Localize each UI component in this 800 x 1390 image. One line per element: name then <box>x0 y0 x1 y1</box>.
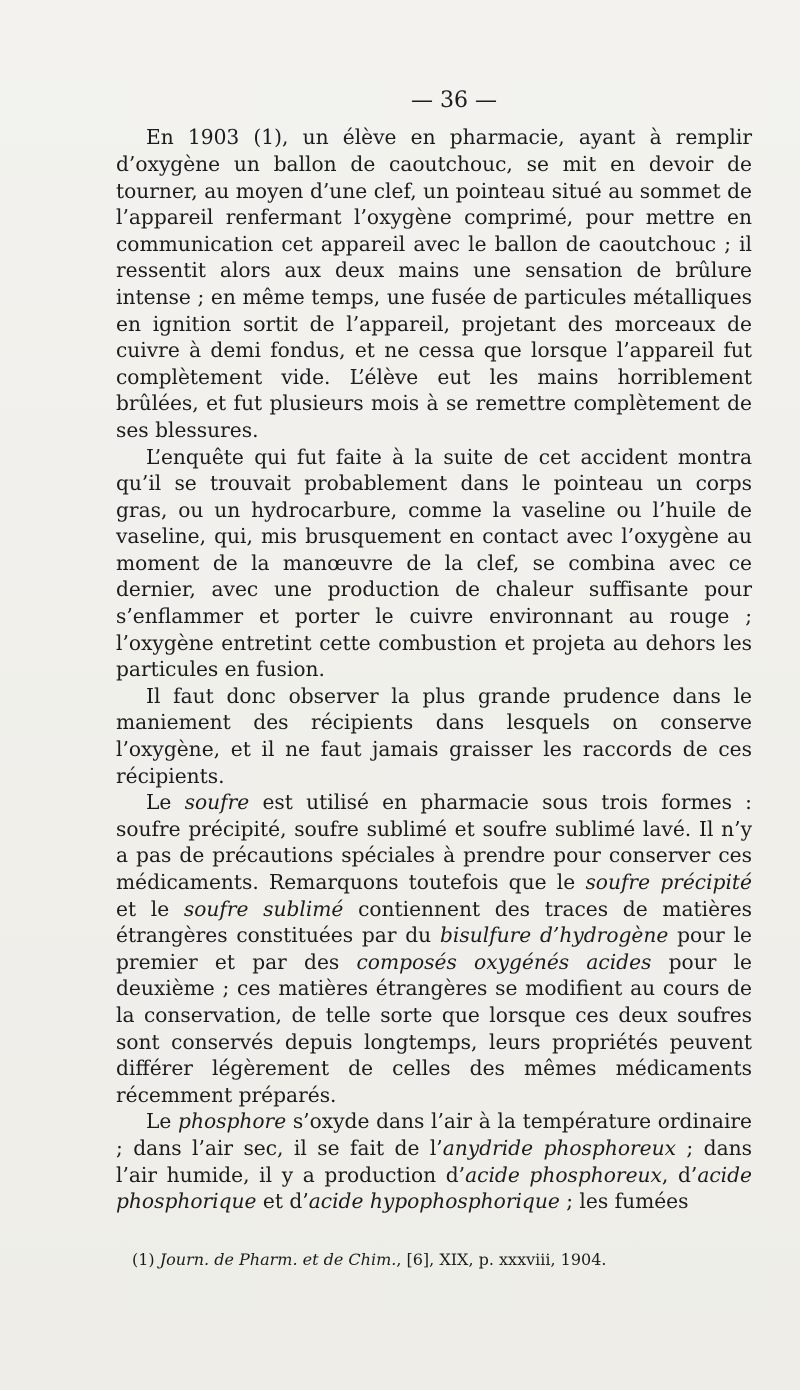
italic-term: bisulfure d’hydrogène <box>439 923 669 948</box>
text-run: L’enquête qui fut faite à la suite de cet accident montra qu’il se trouvait probablement dans le pointeau un corps gras, ou un hydrocarbure, comme la vaseline ou l’huile de vaseline, qui, mis brusquement en contact avec l’oxygène au moment de la manœuvre de la clef, se combina avec ce dernier, avec une production de chaleur suffisante pour s’enflammer et porter le cuivre environnant au rouge ; l’oxygène entretint cette combustion et projeta au dehors les particules en fusion. <box>116 444 752 682</box>
paragraph-phosphore <box>116 1108 752 1214</box>
footnote <box>116 1249 752 1271</box>
italic-term: soufre sublimé <box>183 896 344 921</box>
paragraph-oxygen-accident <box>116 124 752 443</box>
text-run: pour le deuxième ; ces matières étrangères se modifient au cours de la conservation, de telle sorte que lorsque ces deux soufres sont conservés depuis longtemps, leurs propriétés peuvent différer légèrement de celles des mêmes médicaments récemment préparés. <box>116 949 752 1107</box>
text-run: Le <box>146 1109 179 1134</box>
italic-term: acide phosphoreux <box>465 1162 662 1187</box>
text-run: et le <box>116 896 184 921</box>
paragraph-soufre <box>116 789 752 1108</box>
italic-term: acide hypophosphorique <box>308 1189 560 1214</box>
text-run: Le <box>146 790 185 815</box>
text-run: et d’ <box>256 1189 309 1214</box>
page-number: — 36 — <box>411 88 497 113</box>
paragraph-investigation <box>116 444 752 683</box>
text-run: ; dans l’air humide, il y a production d’ <box>116 1135 752 1187</box>
text-run: ; les fumées <box>559 1189 689 1214</box>
paragraph-prudence <box>116 683 752 789</box>
italic-term: composés oxygénés acides <box>356 949 652 974</box>
text-run: , d’ <box>661 1162 698 1187</box>
body-text <box>116 124 752 1214</box>
italic-term: soufre <box>184 790 250 815</box>
text-run: pour le premier et par des <box>116 923 752 974</box>
text-run: En 1903 (1), un élève en pharmacie, ayant à remplir d’oxygène un ballon de caoutchouc, se mit en devoir de tourner, au moyen d’une clef, un pointeau situé au sommet de l’appareil renfermant l’oxygène comprimé, pour mettre en communication cet appareil avec le ballon de caoutchouc ; il ressentit alors aux deux mains une sensation de brûlure intense ; en même temps, une fusée de particules métalliques en ignition sortit de l’appareil, projetant des morceaux de cuivre à demi fondus, et ne cessa que lorsque l’appareil fut complètement vide. L’élève eut les mains horriblement brûlées, et fut plusieurs mois à se remettre complètement de ses blessures. <box>116 125 752 442</box>
italic-term: soufre précipité <box>585 870 752 895</box>
text-run: contiennent des traces de matières étrangères constituées par du <box>116 896 752 948</box>
text-run: , [6], XIX, p. xxxviii, 1904. <box>396 1249 607 1269</box>
text-run: (1) <box>132 1249 160 1269</box>
text-run: est utilisé en pharmacie sous trois formes : soufre précipité, soufre sublimé et soufre sublimé lavé. Il n’y a pas de précautions spéciales à prendre pour conserver ces médicaments. Remarquons toutefois que le <box>116 790 752 895</box>
text-run: Il faut donc observer la plus grande prudence dans le maniement des récipients dans lesquels on conserve l’oxygène, et il ne faut jamais graisser les raccords de ces récipients. <box>116 683 752 788</box>
italic-term: anydride phosphoreux <box>442 1135 676 1160</box>
italic-term: acide phosphorique <box>116 1162 752 1214</box>
italic-term: phosphore <box>178 1109 287 1134</box>
text-run: s’oxyde dans l’air à la température ordinaire ; dans l’air sec, il se fait de l’ <box>116 1109 752 1160</box>
italic-term: Journ. de Pharm. et de Chim. <box>159 1249 397 1269</box>
